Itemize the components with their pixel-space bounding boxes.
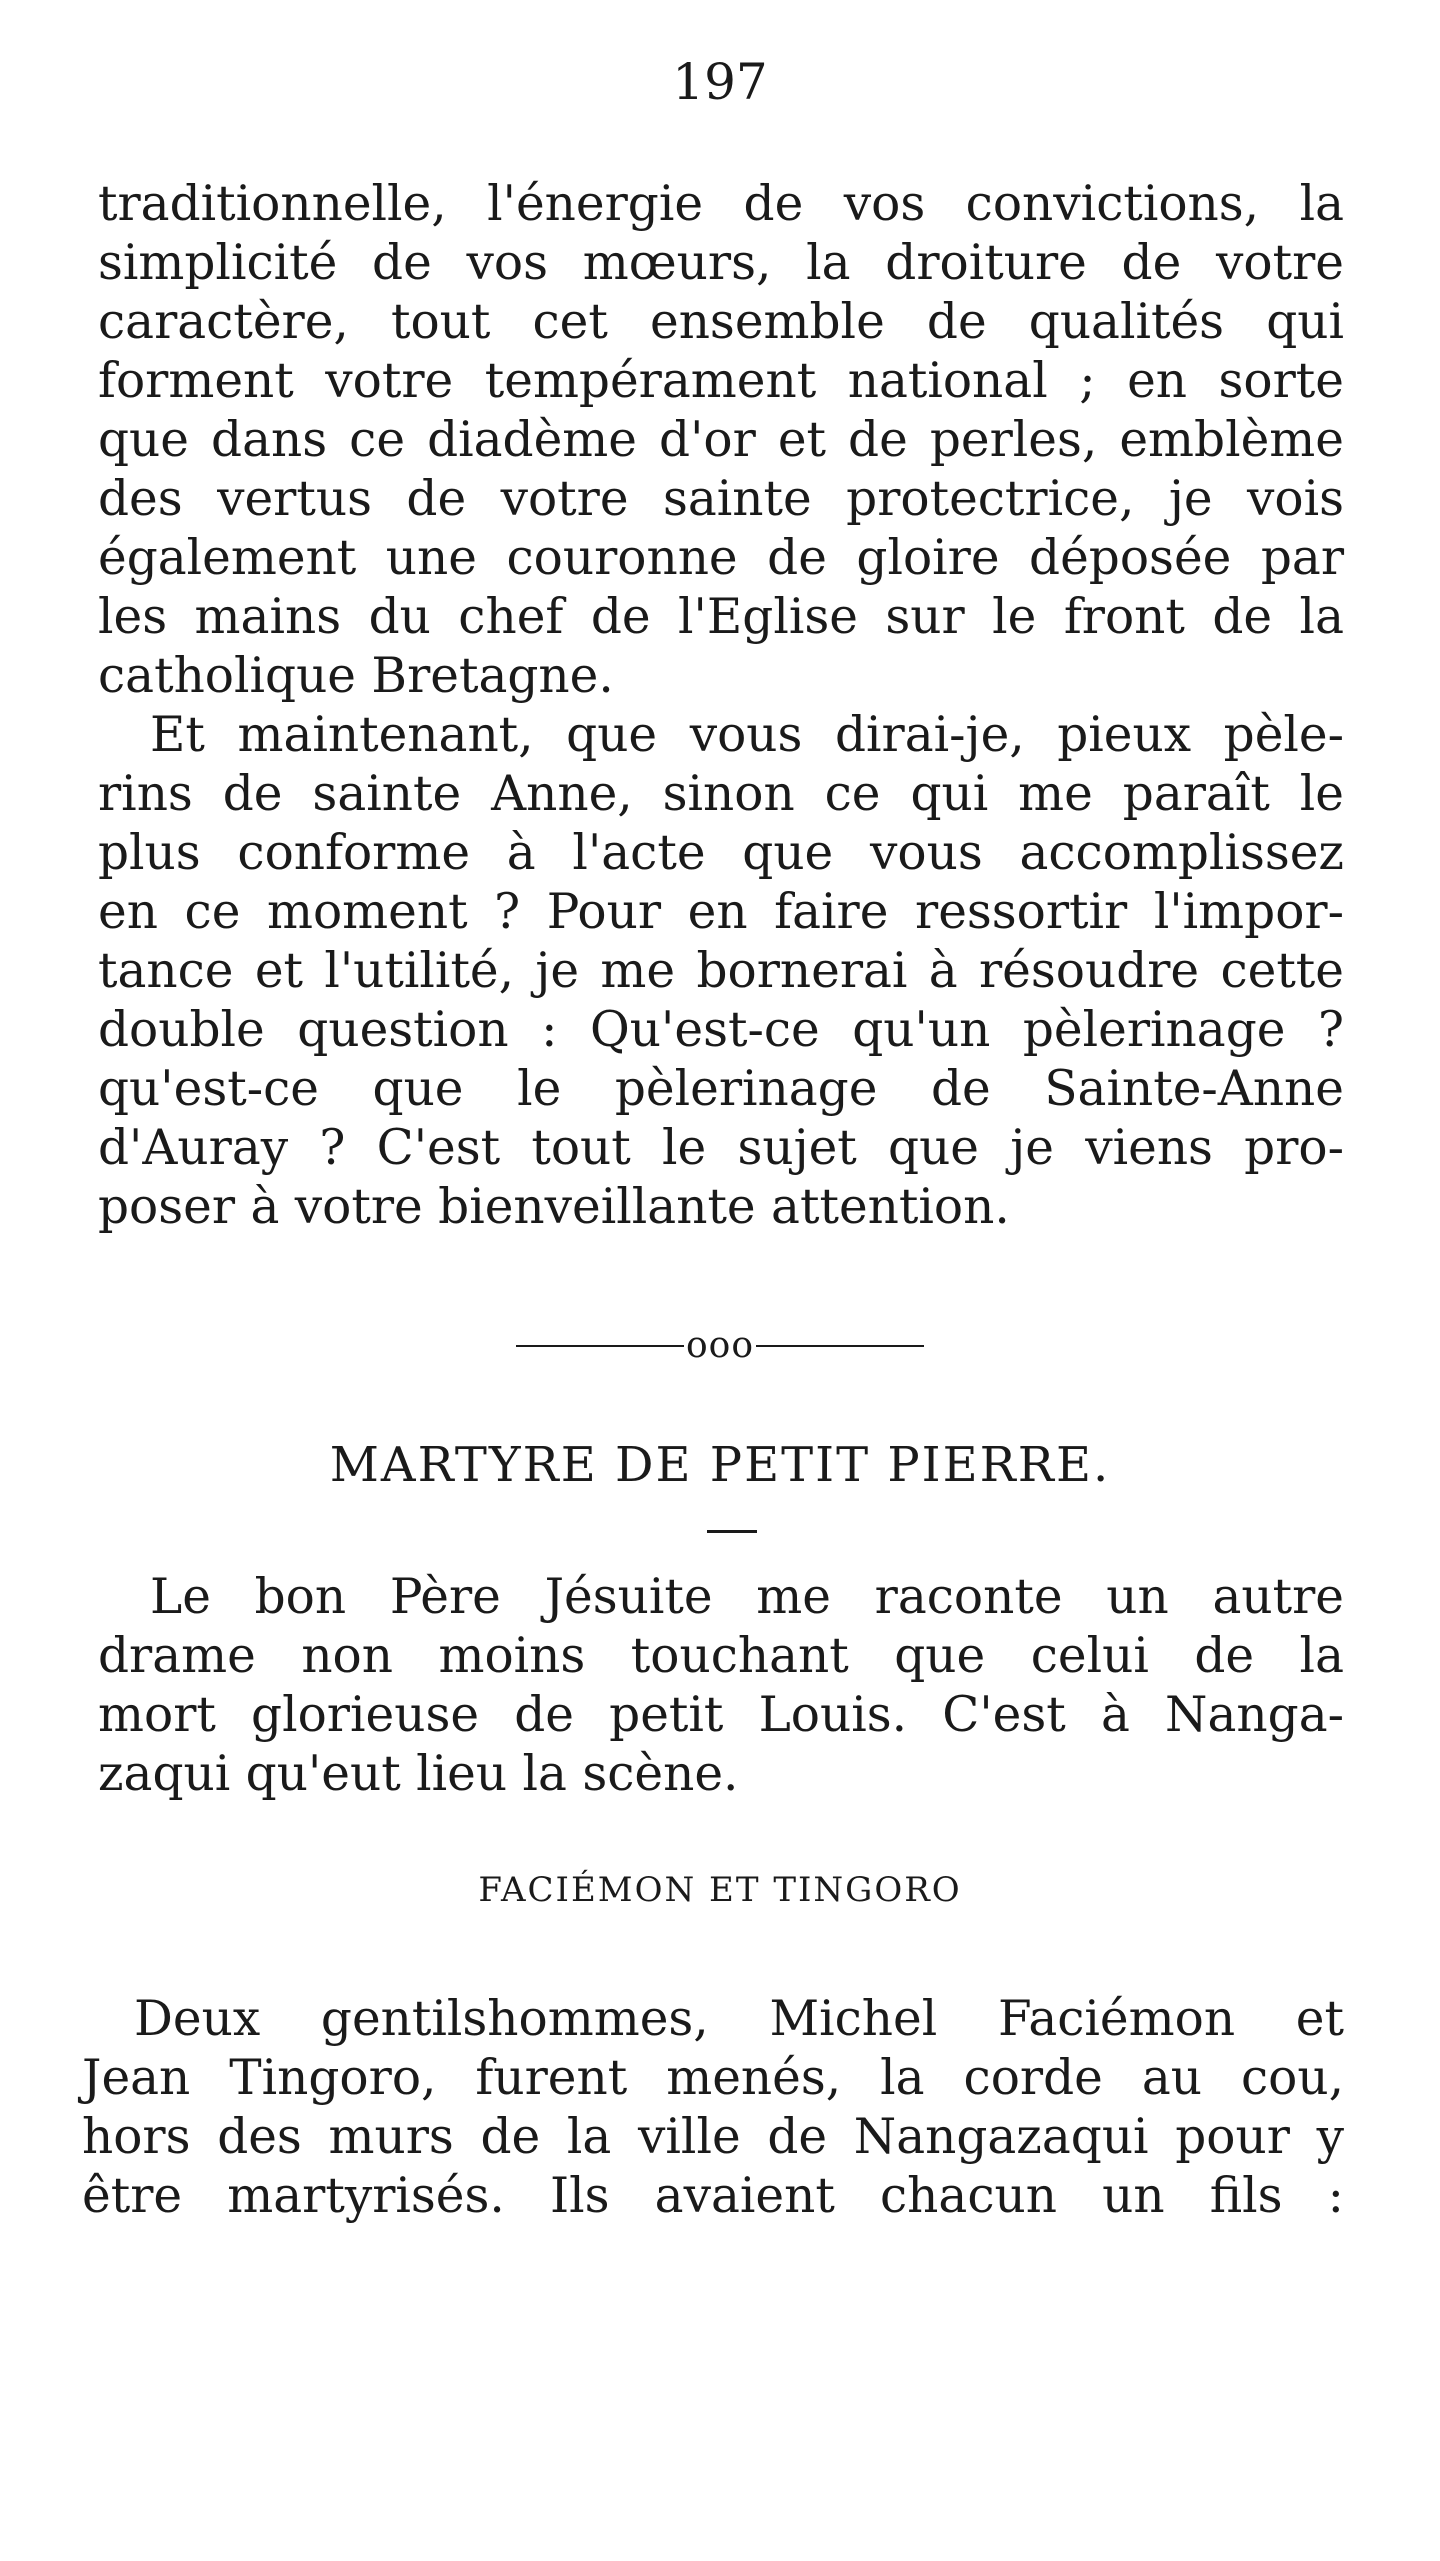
text-line: que dans ce diadème d'or et de perles, emblème <box>98 412 1344 468</box>
text-line: qu'est-ce que le pèlerinage de Sainte-Anne <box>98 1061 1344 1117</box>
text-line: d'Auray ? C'est tout le sujet que je viens pro- <box>98 1120 1344 1176</box>
text-line: poser à votre bienveillante attention. <box>98 1179 1010 1235</box>
text-line: hors des murs de la ville de Nangazaqui pour y <box>82 2109 1344 2165</box>
text-line: Et maintenant, que vous dirai-je, pieux pèle- <box>150 707 1344 763</box>
text-line: drame non moins touchant que celui de la <box>98 1628 1344 1684</box>
text-line: des vertus de votre sainte protectrice, je vois <box>98 471 1344 527</box>
text-line: double question : Qu'est-ce qu'un pèlerinage ? <box>98 1002 1344 1058</box>
text-line: Deux gentilshommes, Michel Faciémon et <box>134 1991 1344 2047</box>
text-line: tance et l'utilité, je me bornerai à résoudre cette <box>98 943 1344 999</box>
section-divider <box>0 1322 1440 1368</box>
text-line: forment votre tempérament national ; en sorte <box>98 353 1344 409</box>
divider-mark: ooo <box>685 1325 755 1366</box>
text-line: plus conforme à l'acte que vous accomplissez <box>98 825 1344 881</box>
page-number: 197 <box>672 53 768 111</box>
text-line: simplicité de vos mœurs, la droiture de votre <box>98 235 1344 291</box>
body-text <box>98 175 1344 1237</box>
divider-rule-right <box>756 1345 924 1347</box>
divider-rule-left <box>516 1345 684 1347</box>
text-line: traditionnelle, l'énergie de vos convictions, la <box>98 176 1344 232</box>
text-line: en ce moment ? Pour en faire ressortir l'impor- <box>98 884 1344 940</box>
subsection-body-text <box>82 1990 1344 2226</box>
text-line: mort glorieuse de petit Louis. C'est à Nanga- <box>98 1687 1344 1743</box>
text-line: Le bon Père Jésuite me raconte un autre <box>150 1569 1344 1625</box>
section-title: MARTYRE DE PETIT PIERRE. <box>329 1437 1111 1493</box>
text-line: les mains du chef de l'Eglise sur le front de la <box>98 589 1344 645</box>
text-line: catholique Bretagne. <box>98 648 614 704</box>
title-underline-rule <box>707 1530 757 1533</box>
text-line: Jean Tingoro, furent menés, la corde au cou, <box>82 2050 1344 2106</box>
text-line: rins de sainte Anne, sinon ce qui me paraît le <box>98 766 1344 822</box>
subsection-title: FACIÉMON ET TINGORO <box>478 1870 962 1910</box>
text-line: être martyrisés. Ils avaient chacun un fils : <box>82 2168 1344 2224</box>
text-line: zaqui qu'eut lieu la scène. <box>98 1746 739 1802</box>
text-line: caractère, tout cet ensemble de qualités qui <box>98 294 1344 350</box>
text-line: également une couronne de gloire déposée par <box>98 530 1344 586</box>
section-body-text <box>98 1568 1344 1804</box>
